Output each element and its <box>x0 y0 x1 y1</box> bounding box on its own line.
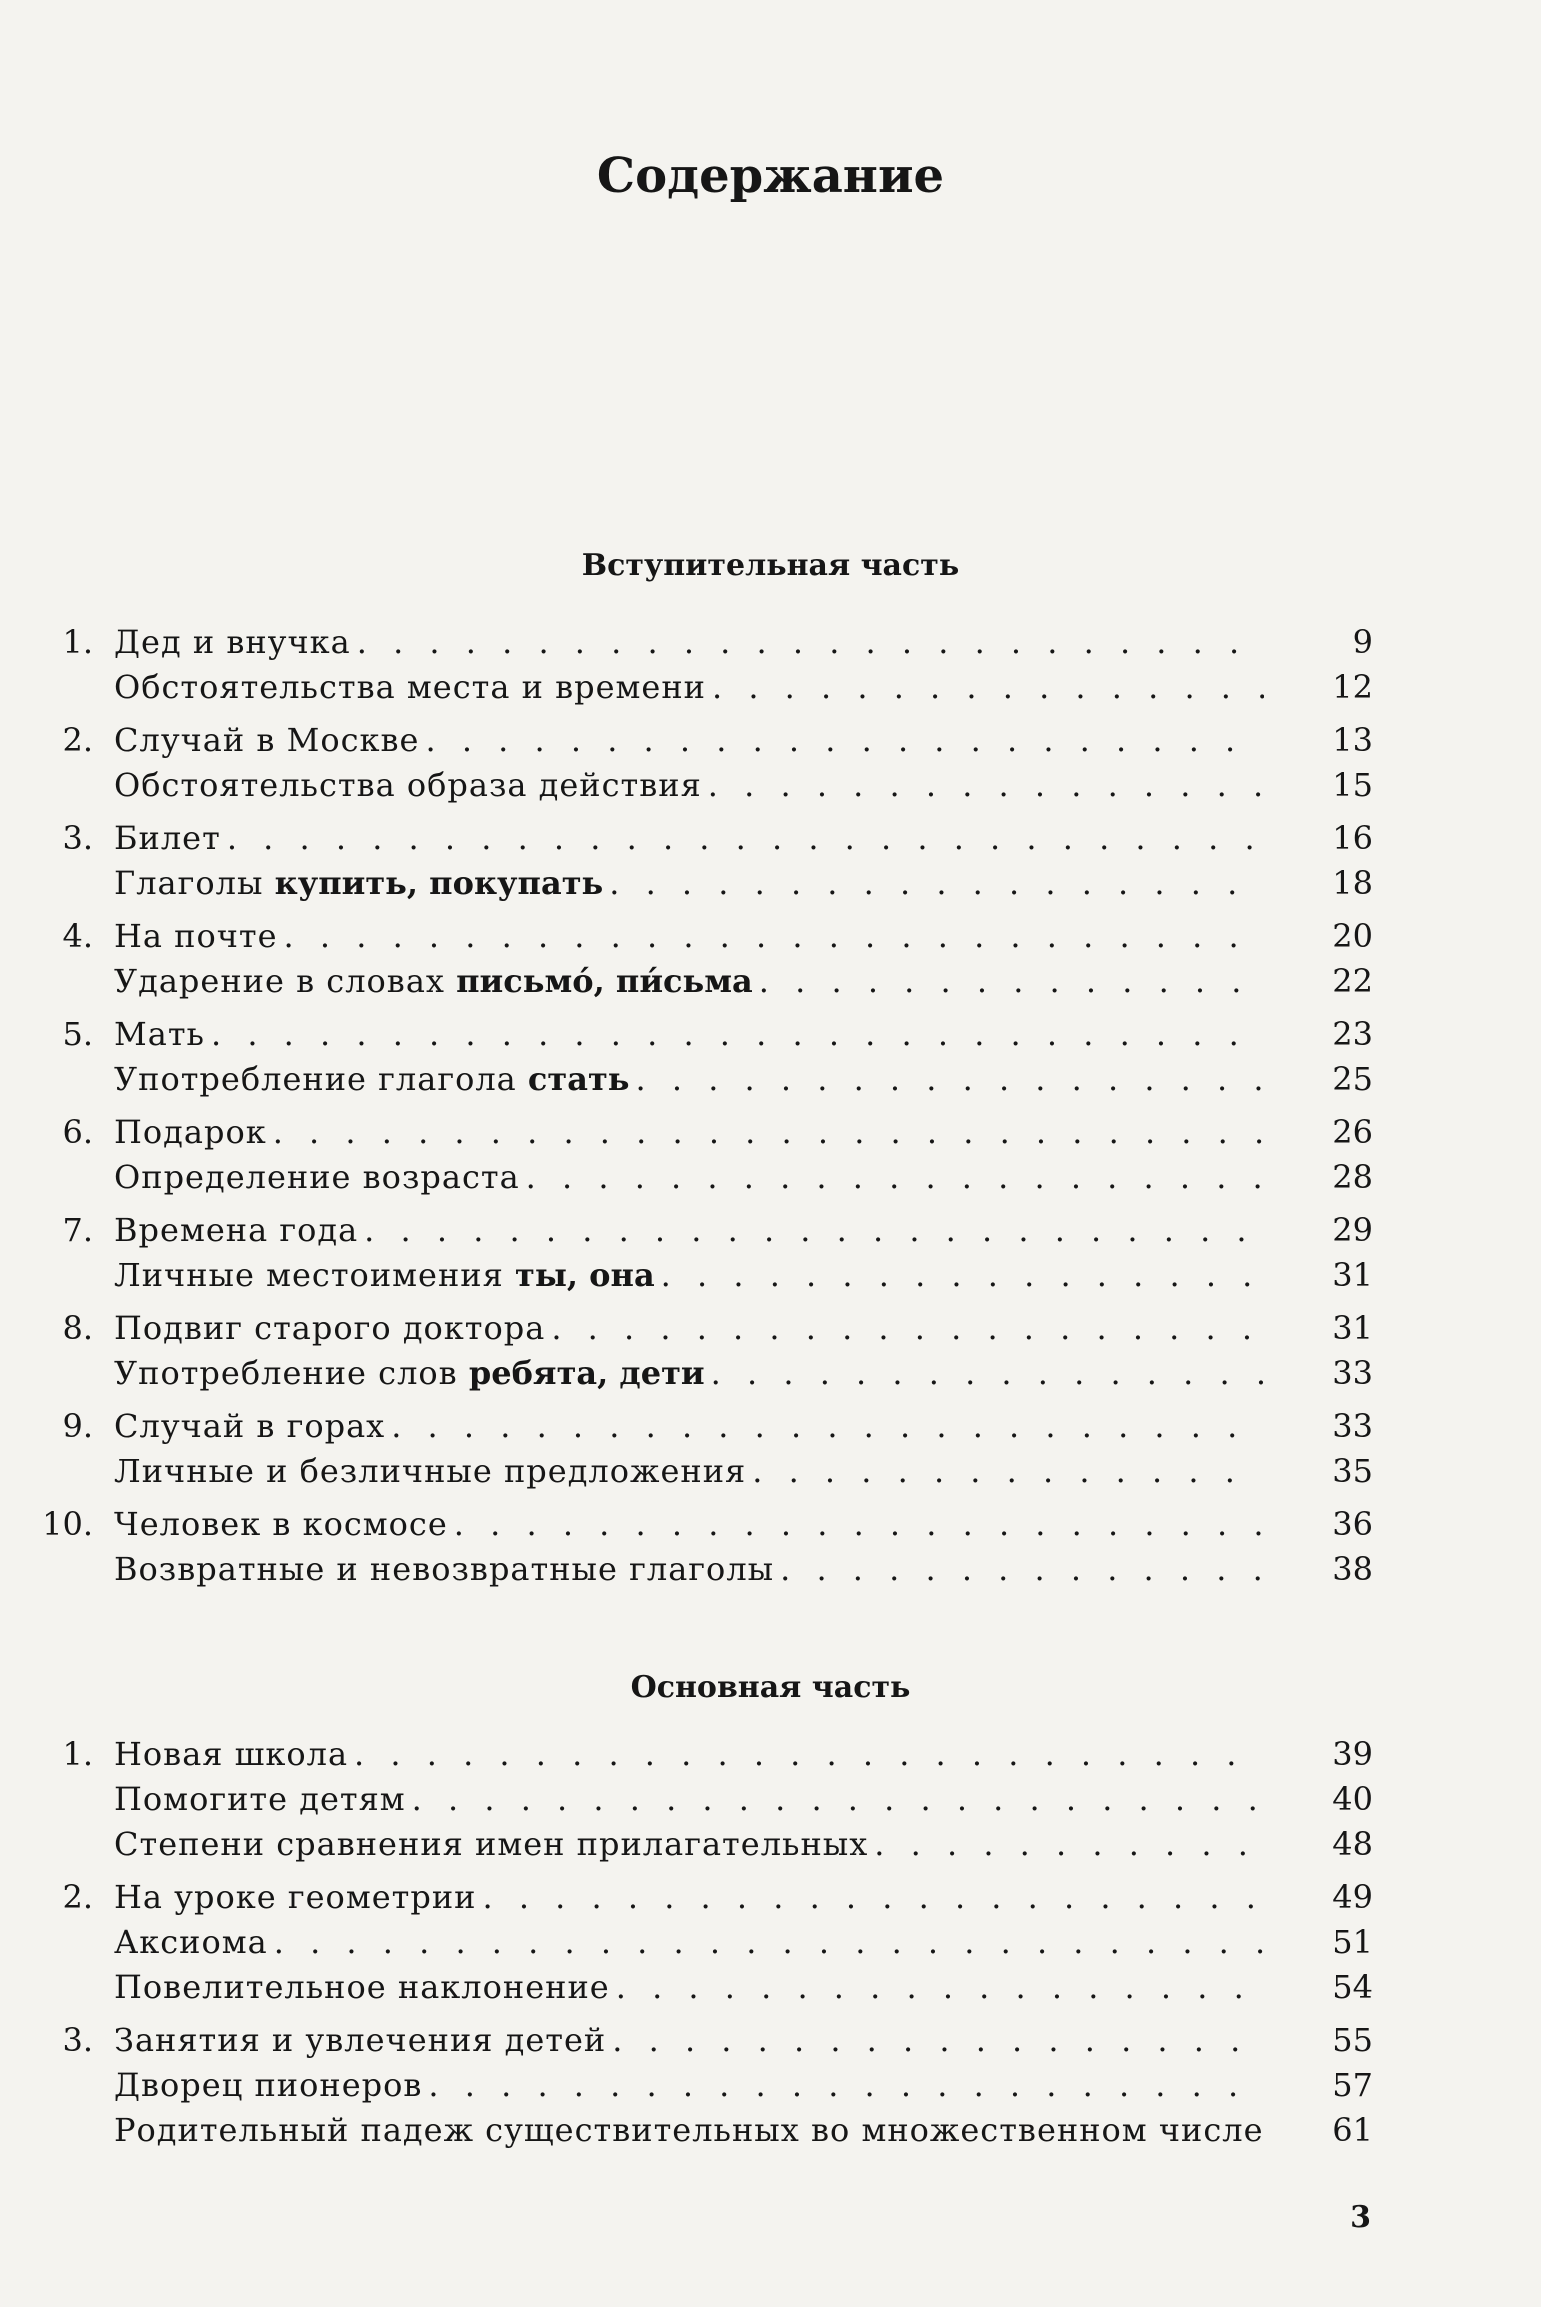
toc-entry-title <box>114 1875 1264 1919</box>
section-heading-main: Основная часть <box>630 1670 911 1705</box>
toc-entry-title-text: Личные местоимения <box>114 1256 515 1294</box>
toc-entry <box>0 1012 1541 1056</box>
toc-leader-dots <box>211 1012 1264 1056</box>
toc-entry-page: 28 <box>1332 1158 1373 1196</box>
toc-entry-number: 2. <box>62 1878 93 1916</box>
toc-entry-title-text: Мать <box>114 1015 205 1053</box>
toc-entry-page: 31 <box>1332 1256 1373 1294</box>
toc-entry <box>0 1547 1541 1591</box>
toc-entry-number: 5. <box>62 1015 93 1053</box>
toc-leader-dots <box>391 1404 1264 1448</box>
toc-entry-title <box>114 2108 1264 2152</box>
toc-entry-title-text: Аксиома <box>114 1923 268 1961</box>
toc-entry-page: 26 <box>1332 1113 1373 1151</box>
toc-entry-title-text: Степени сравнения имен прилагательных <box>114 1825 869 1863</box>
toc-entry-title-text: Подарок <box>114 1113 267 1151</box>
toc-entry-number: 7. <box>62 1211 93 1249</box>
toc-leader-dots <box>712 665 1264 709</box>
toc-leader-dots <box>482 1875 1264 1919</box>
toc-entry <box>0 763 1541 807</box>
toc-entry-page: 16 <box>1332 819 1373 857</box>
toc-entry-title <box>114 816 1264 860</box>
toc-entry-title-text: Обстоятельства образа действия <box>114 766 702 804</box>
toc-entry-page: 40 <box>1332 1780 1373 1818</box>
toc-entry <box>0 1875 1541 1919</box>
toc-entry-title-text: На почте <box>114 917 278 955</box>
toc-entry-page: 29 <box>1332 1211 1373 1249</box>
section-heading-intro: Вступительная часть <box>581 548 960 583</box>
toc-leader-dots <box>526 1155 1264 1199</box>
toc-entry-title <box>114 1547 1264 1591</box>
toc-entry <box>0 1502 1541 1546</box>
toc-entry-page: 20 <box>1332 917 1373 955</box>
toc-entry-title-text: Билет <box>114 819 221 857</box>
toc-entry-title <box>114 718 1264 762</box>
toc-entry-title <box>114 2018 1264 2062</box>
toc-leader-dots <box>454 1502 1264 1546</box>
toc-leader-dots <box>274 1920 1264 1964</box>
toc-entry-page: 51 <box>1332 1923 1373 1961</box>
toc-entry <box>0 1449 1541 1493</box>
toc-entry-title-text: Человек в космосе <box>114 1505 448 1543</box>
toc-entry-page: 49 <box>1332 1878 1373 1916</box>
toc-entry-page: 9 <box>1352 623 1373 661</box>
toc-entry <box>0 2108 1541 2152</box>
toc-leader-dots <box>357 620 1264 664</box>
toc-entry-title-text: Обстоятельства места и времени <box>114 668 706 706</box>
toc-entry-title-text: Подвиг старого доктора <box>114 1309 546 1347</box>
toc-entry-number: 10. <box>42 1505 93 1543</box>
toc-entry-page: 61 <box>1332 2111 1373 2149</box>
toc-entry-title <box>114 1777 1264 1821</box>
toc-entry-number: 3. <box>62 2021 93 2059</box>
toc-entry-page: 12 <box>1332 668 1373 706</box>
toc-entry-title <box>114 1208 1264 1252</box>
toc-entry <box>0 620 1541 664</box>
toc-entry-title-text: Занятия и увлечения детей <box>114 2021 607 2059</box>
toc-entry-title <box>114 1110 1264 1154</box>
toc-leader-dots <box>284 914 1264 958</box>
toc-entry-title-text: Личные и безличные предложения <box>114 1452 747 1490</box>
toc-entry-number: 6. <box>62 1113 93 1151</box>
toc-entry-number: 3. <box>62 819 93 857</box>
toc-entry <box>0 914 1541 958</box>
toc-entry-page: 38 <box>1332 1550 1373 1588</box>
toc-entry-title-text: Случай в горах <box>114 1407 386 1445</box>
toc-leader-dots <box>364 1208 1264 1252</box>
toc-entry-title <box>114 1012 1264 1056</box>
toc-entry <box>0 1404 1541 1448</box>
toc-entry-number: 9. <box>62 1407 93 1445</box>
toc-entry-page: 23 <box>1332 1015 1373 1053</box>
toc-entry-title-text: Употребление глагола <box>114 1060 528 1098</box>
toc-entry-title-text: Употребление слов <box>114 1354 469 1392</box>
toc-leader-dots <box>354 1732 1264 1776</box>
toc-entry-page: 48 <box>1332 1825 1373 1863</box>
toc-entry-title <box>114 1253 1264 1297</box>
toc-entry <box>0 1732 1541 1776</box>
toc-leader-dots <box>616 1965 1264 2009</box>
toc-leader-dots <box>780 1547 1264 1591</box>
toc-entry-title <box>114 861 1264 905</box>
toc-entry-title-text: На уроке геометрии <box>114 1878 477 1916</box>
toc-entry <box>0 816 1541 860</box>
toc-leader-dots <box>752 1449 1264 1493</box>
toc-entry <box>0 1920 1541 1964</box>
toc-entry-title-text: Случай в Москве <box>114 721 420 759</box>
toc-entry-title-text: Возвратные и невозвратные глаголы <box>114 1550 775 1588</box>
toc-entry-title <box>114 1351 1264 1395</box>
toc-entry-number: 1. <box>62 1735 93 1773</box>
toc-leader-dots <box>412 1777 1264 1821</box>
toc-entry-number: 2. <box>62 721 93 759</box>
toc-leader-dots <box>636 1057 1264 1101</box>
toc-entry-emphasis: купить, покупать <box>274 864 604 902</box>
toc-entry-page: 55 <box>1332 2021 1373 2059</box>
toc-entry-number: 1. <box>62 623 93 661</box>
toc-leader-dots <box>708 763 1264 807</box>
toc-entry-title-text: Родительный падеж существительных во множественном числе <box>114 2111 1264 2149</box>
toc-entry <box>0 1351 1541 1395</box>
toc-entry-number: 8. <box>62 1309 93 1347</box>
toc-leader-dots <box>551 1306 1264 1350</box>
toc-leader-dots <box>759 959 1264 1003</box>
toc-entry-page: 36 <box>1332 1505 1373 1543</box>
toc-entry <box>0 1110 1541 1154</box>
page-title: Содержание <box>596 148 945 204</box>
toc-entry-emphasis: письмо́, пи́сьма <box>456 962 753 1000</box>
toc-entry <box>0 718 1541 762</box>
toc-entry <box>0 2018 1541 2062</box>
toc-entry-title <box>114 2063 1264 2107</box>
toc-entry <box>0 959 1541 1003</box>
toc-entry-title <box>114 959 1264 1003</box>
toc-entry-title <box>114 1057 1264 1101</box>
toc-entry-title <box>114 1822 1264 1866</box>
toc-leader-dots <box>428 2063 1264 2107</box>
toc-leader-dots <box>273 1110 1264 1154</box>
toc-entry-page: 15 <box>1332 766 1373 804</box>
toc-entry <box>0 2063 1541 2107</box>
toc-entry-title <box>114 763 1264 807</box>
toc-entry <box>0 1822 1541 1866</box>
toc-entry <box>0 1777 1541 1821</box>
toc-entry-page: 13 <box>1332 721 1373 759</box>
toc-leader-dots <box>609 861 1264 905</box>
toc-entry-page: 39 <box>1332 1735 1373 1773</box>
toc-entry-title-text: Глаголы <box>114 864 275 902</box>
toc-entry-title <box>114 1920 1264 1964</box>
toc-entry <box>0 1208 1541 1252</box>
toc-entry-title-text: Определение возраста <box>114 1158 520 1196</box>
toc-entry <box>0 1306 1541 1350</box>
toc-entry <box>0 1155 1541 1199</box>
page-number: 3 <box>1350 2200 1371 2235</box>
toc-entry-number: 4. <box>62 917 93 955</box>
toc-entry-title <box>114 1449 1264 1493</box>
toc-entry-title-text: Дворец пионеров <box>114 2066 423 2104</box>
toc-entry-title <box>114 1404 1264 1448</box>
toc-entry-title-text: Времена года <box>114 1211 359 1249</box>
toc-entry <box>0 665 1541 709</box>
toc-entry-page: 22 <box>1332 962 1373 1000</box>
toc-entry <box>0 861 1541 905</box>
toc-leader-dots <box>661 1253 1264 1297</box>
toc-entry-title <box>114 1502 1264 1546</box>
toc-entry-title <box>114 1732 1264 1776</box>
toc-entry <box>0 1057 1541 1101</box>
toc-entry <box>0 1253 1541 1297</box>
toc-entry-title <box>114 665 1264 709</box>
toc-entry-page: 31 <box>1332 1309 1373 1347</box>
toc-entry-title <box>114 1155 1264 1199</box>
toc-entry-page: 35 <box>1332 1452 1373 1490</box>
toc-entry-title <box>114 620 1264 664</box>
toc-entry-title-text: Дед и внучка <box>114 623 351 661</box>
toc-entry-page: 18 <box>1332 864 1373 902</box>
toc-entry-title-text: Новая школа <box>114 1735 349 1773</box>
toc-entry-title-text: Повелительное наклонение <box>114 1968 610 2006</box>
toc-leader-dots <box>874 1822 1264 1866</box>
toc-entry-page: 33 <box>1332 1354 1373 1392</box>
toc-entry-title-text: Помогите детям <box>114 1780 406 1818</box>
toc-entry-emphasis: ты, она <box>514 1256 655 1294</box>
toc-entry-title <box>114 1965 1264 2009</box>
toc-leader-dots <box>227 816 1264 860</box>
toc-leader-dots <box>425 718 1264 762</box>
toc-entry-page: 54 <box>1332 1968 1373 2006</box>
toc-entry-page: 25 <box>1332 1060 1373 1098</box>
toc-entry <box>0 1965 1541 2009</box>
toc-leader-dots <box>612 2018 1264 2062</box>
toc-leader-dots <box>711 1351 1264 1395</box>
toc-entry-page: 33 <box>1332 1407 1373 1445</box>
toc-entry-emphasis: ребята, дети <box>468 1354 705 1392</box>
toc-entry-title-text: Ударение в словах <box>114 962 457 1000</box>
toc-entry-title <box>114 1306 1264 1350</box>
toc-entry-page: 57 <box>1332 2066 1373 2104</box>
toc-entry-title <box>114 914 1264 958</box>
toc-entry-emphasis: стать <box>527 1060 630 1098</box>
